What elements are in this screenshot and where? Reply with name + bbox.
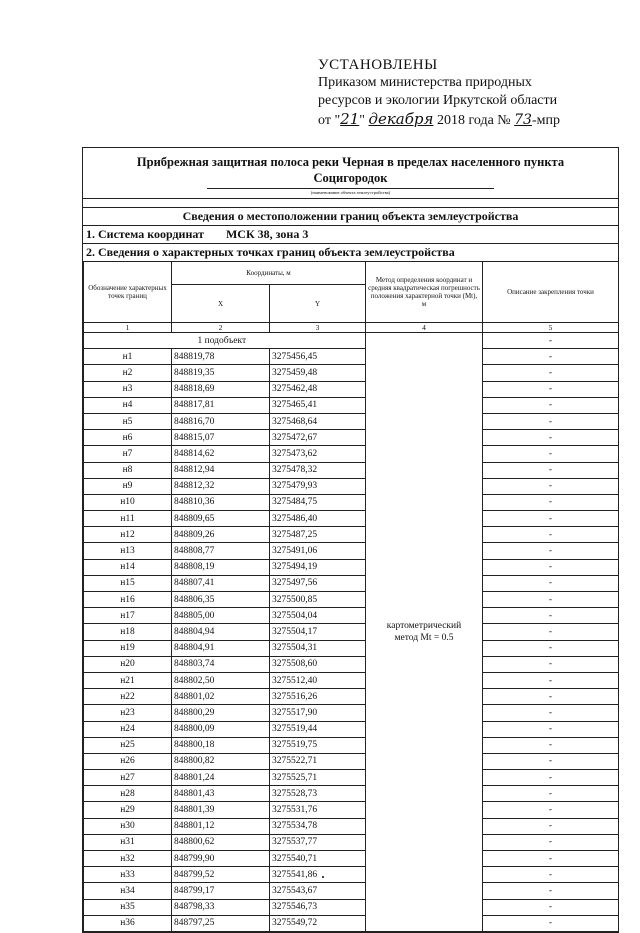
document-frame <box>82 147 619 933</box>
coord-y: 3275537,77 <box>270 834 366 850</box>
point-id: н26 <box>84 753 172 769</box>
point-id: н21 <box>84 672 172 688</box>
point-description: - <box>483 478 619 494</box>
approval-month: декабря <box>368 110 434 128</box>
point-description: - <box>483 511 619 527</box>
coord-y: 3275486,40 <box>270 511 366 527</box>
point-description: - <box>483 575 619 591</box>
coord-y: 3275504,04 <box>270 608 366 624</box>
point-description: - <box>483 867 619 883</box>
coord-x: 848800,29 <box>172 705 270 721</box>
point-description: - <box>483 365 619 381</box>
coord-system-label: 1. Система координат <box>86 227 204 241</box>
coord-y: 3275543,67 <box>270 883 366 899</box>
subobject-row <box>84 333 619 349</box>
coord-x: 848815,07 <box>172 430 270 446</box>
coord-x: 848801,39 <box>172 802 270 818</box>
approval-suffix: -мпр <box>531 113 560 128</box>
coord-y: 3275534,78 <box>270 818 366 834</box>
table-row <box>84 818 619 834</box>
point-id: н2 <box>84 365 172 381</box>
table-row <box>84 446 619 462</box>
coord-y: 3275472,67 <box>270 430 366 446</box>
table-row <box>84 478 619 494</box>
point-id: н34 <box>84 883 172 899</box>
header-description: Описание закрепления точки <box>483 262 619 323</box>
coord-y: 3275525,71 <box>270 770 366 786</box>
coord-x: 848812,32 <box>172 478 270 494</box>
document-title-line-1: Прибрежная защитная полоса реки Черная в пределах населенного пункта <box>136 155 565 169</box>
coord-y: 3275517,90 <box>270 705 366 721</box>
document-title-line-2: Социгородок <box>313 171 388 185</box>
point-description: - <box>483 786 619 802</box>
point-id: н6 <box>84 430 172 446</box>
table-row <box>84 721 619 737</box>
table-row <box>84 543 619 559</box>
point-id: н18 <box>84 624 172 640</box>
approval-line-1: Приказом министерства природных <box>318 75 532 90</box>
point-id: н25 <box>84 737 172 753</box>
table-row <box>84 413 619 429</box>
point-id: н10 <box>84 494 172 510</box>
coord-y: 3275504,17 <box>270 624 366 640</box>
point-id: н1 <box>84 349 172 365</box>
point-description: - <box>483 672 619 688</box>
point-description: - <box>483 397 619 413</box>
point-description: - <box>483 737 619 753</box>
point-description: - <box>483 624 619 640</box>
point-id: н14 <box>84 559 172 575</box>
point-id: н3 <box>84 381 172 397</box>
table-row <box>84 867 619 883</box>
table-row <box>84 915 619 931</box>
header-point: Обозначение характерных точек границ <box>84 262 172 323</box>
table-row <box>84 737 619 753</box>
point-id: н11 <box>84 511 172 527</box>
table-row <box>84 365 619 381</box>
coord-x: 848819,35 <box>172 365 270 381</box>
title-block <box>83 148 618 199</box>
point-id: н35 <box>84 899 172 915</box>
coordinates-table <box>83 261 619 932</box>
point-description: - <box>483 559 619 575</box>
coord-x: 848809,65 <box>172 511 270 527</box>
approval-heading: УСТАНОВЛЕНЫ <box>318 57 438 73</box>
coord-x: 848804,91 <box>172 640 270 656</box>
table-row <box>84 753 619 769</box>
table-row <box>84 462 619 478</box>
point-description: - <box>483 818 619 834</box>
coord-x: 848807,41 <box>172 575 270 591</box>
point-id: н20 <box>84 656 172 672</box>
point-id: н29 <box>84 802 172 818</box>
coord-x: 848805,00 <box>172 608 270 624</box>
table-row <box>84 381 619 397</box>
section-heading: Сведения о местоположении границ объекта землеустройства <box>83 207 618 226</box>
table-row <box>84 592 619 608</box>
point-description: - <box>483 851 619 867</box>
coord-y: 3275468,64 <box>270 413 366 429</box>
point-id: н19 <box>84 640 172 656</box>
coord-y: 3275522,71 <box>270 753 366 769</box>
point-id: н30 <box>84 818 172 834</box>
method-line-2: метод Mt = 0.5 <box>394 632 454 643</box>
coord-y: 3275479,93 <box>270 478 366 494</box>
approval-stamp <box>318 56 628 130</box>
coord-y: 3275546,73 <box>270 899 366 915</box>
point-id: н15 <box>84 575 172 591</box>
approval-from-label: от <box>318 113 331 128</box>
point-description: - <box>483 721 619 737</box>
coord-y: 3275491,06 <box>270 543 366 559</box>
coord-y: 3275504,31 <box>270 640 366 656</box>
point-id: н31 <box>84 834 172 850</box>
method-line-1: картометрический <box>386 620 462 631</box>
coord-x: 848808,19 <box>172 559 270 575</box>
coord-x: 848819,78 <box>172 349 270 365</box>
point-description: - <box>483 656 619 672</box>
coord-x: 848800,18 <box>172 737 270 753</box>
coord-x: 848803,74 <box>172 656 270 672</box>
coord-y: 3275516,26 <box>270 689 366 705</box>
point-description: - <box>483 543 619 559</box>
col-number-5: 5 <box>483 323 619 333</box>
coord-x: 848801,24 <box>172 770 270 786</box>
coord-y: 3275487,25 <box>270 527 366 543</box>
point-description: - <box>483 899 619 915</box>
coord-system-line <box>83 226 618 244</box>
points-heading: 2. Сведения о характерных точках границ объекта землеустройства <box>86 245 455 259</box>
point-id: н13 <box>84 543 172 559</box>
point-description: - <box>483 381 619 397</box>
point-id: н7 <box>84 446 172 462</box>
coord-y: 3275462,48 <box>270 381 366 397</box>
point-description: - <box>483 753 619 769</box>
coord-y: 3275512,40 <box>270 672 366 688</box>
point-id: н27 <box>84 770 172 786</box>
coord-y: 3275500,85 <box>270 592 366 608</box>
table-row <box>84 802 619 818</box>
table-row <box>84 511 619 527</box>
coord-x: 848817,81 <box>172 397 270 413</box>
point-id: н22 <box>84 689 172 705</box>
coord-x: 848800,82 <box>172 753 270 769</box>
point-description: - <box>483 592 619 608</box>
coord-y: 3275519,44 <box>270 721 366 737</box>
header-x: X <box>172 285 270 323</box>
approval-number: 73 <box>514 112 532 128</box>
point-description: - <box>483 462 619 478</box>
table-row <box>84 397 619 413</box>
coord-y: 3275456,45 <box>270 349 366 365</box>
coord-y: 3275473,62 <box>270 446 366 462</box>
coord-x: 848808,77 <box>172 543 270 559</box>
approval-line-2: ресурсов и экологии Иркутской области <box>318 93 558 108</box>
point-id: н12 <box>84 527 172 543</box>
point-id: н24 <box>84 721 172 737</box>
coord-x: 848797,25 <box>172 915 270 931</box>
coord-x: 848816,70 <box>172 413 270 429</box>
table-row <box>84 656 619 672</box>
coord-x: 848799,17 <box>172 883 270 899</box>
point-description: - <box>483 494 619 510</box>
header-y: Y <box>270 285 366 323</box>
table-row <box>84 640 619 656</box>
table-row <box>84 672 619 688</box>
table-row <box>84 899 619 915</box>
point-id: н8 <box>84 462 172 478</box>
point-description: - <box>483 446 619 462</box>
coord-y: 3275519,75 <box>270 737 366 753</box>
table-row <box>84 851 619 867</box>
header-method: Метод определения координат и средняя квадратическая погрешность положения характерной точки (Мt), м <box>366 262 483 323</box>
point-id: н9 <box>84 478 172 494</box>
subobject-label: 1 подобъект <box>172 333 366 349</box>
col-number-4: 4 <box>366 323 483 333</box>
approval-date-line: от "21" декабря 2018 года № 73-мпр <box>318 110 560 128</box>
approval-year-text: 2018 года № <box>436 113 511 128</box>
coord-x: 848799,90 <box>172 851 270 867</box>
table-row <box>84 624 619 640</box>
coord-y: 3275531,76 <box>270 802 366 818</box>
point-id: н28 <box>84 786 172 802</box>
coord-y: 3275459,48 <box>270 365 366 381</box>
coord-x: 848806,35 <box>172 592 270 608</box>
coord-x: 848800,09 <box>172 721 270 737</box>
coord-x: 848810,36 <box>172 494 270 510</box>
point-id: н23 <box>84 705 172 721</box>
coord-y: 3275540,71 <box>270 851 366 867</box>
point-id: н36 <box>84 915 172 931</box>
point-description: - <box>483 527 619 543</box>
coord-x: 848812,94 <box>172 462 270 478</box>
header-coords: Координаты, м <box>172 262 366 285</box>
coord-y: 3275484,75 <box>270 494 366 510</box>
coord-x: 848800,62 <box>172 834 270 850</box>
point-description: - <box>483 834 619 850</box>
table-row <box>84 834 619 850</box>
table-row <box>84 349 619 365</box>
table-row <box>84 770 619 786</box>
coord-x: 848802,50 <box>172 672 270 688</box>
col-number-3: 3 <box>270 323 366 333</box>
table-row <box>84 575 619 591</box>
coord-x: 848798,33 <box>172 899 270 915</box>
point-id: н32 <box>84 851 172 867</box>
coord-y: 3275541,86 <box>270 867 366 883</box>
point-description: - <box>483 349 619 365</box>
point-id: н17 <box>84 608 172 624</box>
point-id: н4 <box>84 397 172 413</box>
table-row <box>84 786 619 802</box>
coord-x: 848801,02 <box>172 689 270 705</box>
table-row <box>84 559 619 575</box>
point-description: - <box>483 770 619 786</box>
coord-y: 3275478,32 <box>270 462 366 478</box>
table-row <box>84 883 619 899</box>
table-row <box>84 527 619 543</box>
point-description: - <box>483 689 619 705</box>
subobject-description: - <box>483 333 619 349</box>
coord-x: 848801,43 <box>172 786 270 802</box>
coord-y: 3275494,19 <box>270 559 366 575</box>
title-caption: (наименование объекта землеустройства) <box>207 188 494 195</box>
method-cell <box>366 333 483 932</box>
coord-x: 848804,94 <box>172 624 270 640</box>
table-row <box>84 705 619 721</box>
col-number-1: 1 <box>84 323 172 333</box>
coord-y: 3275465,41 <box>270 397 366 413</box>
point-description: - <box>483 430 619 446</box>
point-description: - <box>483 705 619 721</box>
coord-y: 3275497,56 <box>270 575 366 591</box>
point-description: - <box>483 802 619 818</box>
point-id: н33 <box>84 867 172 883</box>
table-row <box>84 689 619 705</box>
point-id: н5 <box>84 413 172 429</box>
coord-system-value: МСК 38, зона 3 <box>225 227 309 241</box>
coord-x: 848809,26 <box>172 527 270 543</box>
table-row <box>84 608 619 624</box>
point-id: н16 <box>84 592 172 608</box>
coord-y: 3275549,72 <box>270 915 366 931</box>
coord-y: 3275508,60 <box>270 656 366 672</box>
coord-x: 848818,69 <box>172 381 270 397</box>
table-row <box>84 430 619 446</box>
scan-speck <box>322 876 324 878</box>
point-description: - <box>483 413 619 429</box>
coord-x: 848799,52 <box>172 867 270 883</box>
point-description: - <box>483 608 619 624</box>
approval-day: 21 <box>340 110 360 128</box>
col-number-2: 2 <box>172 323 270 333</box>
coord-x: 848801,12 <box>172 818 270 834</box>
coord-x: 848814,62 <box>172 446 270 462</box>
point-description: - <box>483 640 619 656</box>
coord-y: 3275528,73 <box>270 786 366 802</box>
point-description: - <box>483 883 619 899</box>
point-description: - <box>483 915 619 931</box>
table-row <box>84 494 619 510</box>
